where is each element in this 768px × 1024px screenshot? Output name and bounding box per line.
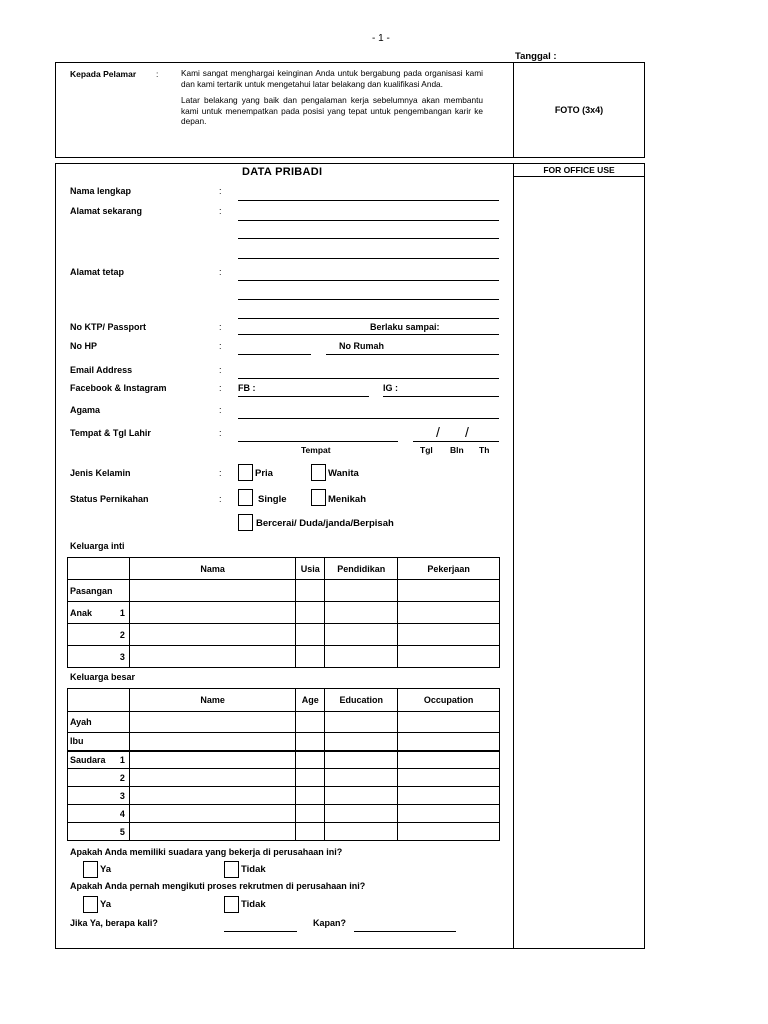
table-row xyxy=(68,805,500,823)
full-name-line[interactable] xyxy=(238,200,499,201)
row-number: 5 xyxy=(68,823,130,841)
core-header-education: Pendidikan xyxy=(325,558,398,580)
full-name-label: Nama lengkap xyxy=(70,186,132,196)
female-checkbox[interactable] xyxy=(311,464,326,481)
cell[interactable] xyxy=(129,805,295,823)
table-row xyxy=(68,646,500,668)
ext-header-name: Name xyxy=(129,689,295,712)
core-family-title: Keluarga inti xyxy=(70,541,125,551)
cell[interactable] xyxy=(296,646,325,668)
tgl-caption: Tgl xyxy=(420,445,433,455)
cell[interactable] xyxy=(398,602,500,624)
cell[interactable] xyxy=(398,769,500,787)
cell[interactable] xyxy=(296,805,325,823)
bln-caption: Bln xyxy=(450,445,464,455)
male-checkbox[interactable] xyxy=(238,464,253,481)
social-colon: : xyxy=(219,383,222,393)
cell[interactable] xyxy=(325,769,398,787)
divorced-label: Bercerai/ Duda/janda/Berpisah xyxy=(256,518,394,529)
birth-colon: : xyxy=(219,428,222,438)
cell[interactable] xyxy=(296,580,325,602)
social-label: Facebook & Instagram xyxy=(70,383,167,393)
ext-header-education: Education xyxy=(325,689,398,712)
birth-place-caption: Tempat xyxy=(301,445,331,455)
when-label: Kapan? xyxy=(313,918,347,928)
cell[interactable] xyxy=(296,624,325,646)
cell[interactable] xyxy=(129,751,295,769)
marital-colon: : xyxy=(219,494,222,504)
row-label-text: Saudara xyxy=(70,754,106,765)
divorced-checkbox[interactable] xyxy=(238,514,253,531)
religion-colon: : xyxy=(219,405,222,415)
intro-text xyxy=(181,68,483,133)
core-header-occupation: Pekerjaan xyxy=(398,558,500,580)
cell[interactable] xyxy=(296,602,325,624)
email-label: Email Address xyxy=(70,365,133,375)
email-colon: : xyxy=(219,365,222,375)
question-2: Apakah Anda pernah mengikuti proses rekrutmen di perusahaan ini? xyxy=(70,881,366,891)
ext-header-age: Age xyxy=(296,689,325,712)
row-number: 2 xyxy=(68,769,130,787)
cell[interactable] xyxy=(398,580,500,602)
cell[interactable] xyxy=(325,733,398,751)
photo-label: FOTO (3x4) xyxy=(554,105,604,115)
permanent-address-line-3[interactable] xyxy=(238,318,499,319)
single-checkbox[interactable] xyxy=(238,489,253,506)
how-many-label: Jika Ya, berapa kali? xyxy=(70,918,158,928)
birth-place-line[interactable] xyxy=(238,441,398,442)
cell[interactable] xyxy=(325,787,398,805)
cell[interactable] xyxy=(398,805,500,823)
home-phone-label: No Rumah xyxy=(339,341,384,351)
row-label: Pasangan xyxy=(68,580,130,602)
office-use-label: FOR OFFICE USE xyxy=(543,165,615,175)
cell[interactable] xyxy=(398,751,500,769)
to-applicant-label: Kepada Pelamar xyxy=(70,69,137,79)
q1-yes-label: Ya xyxy=(100,864,112,875)
cell[interactable] xyxy=(296,769,325,787)
permanent-address-line-1[interactable] xyxy=(238,280,499,281)
religion-line[interactable] xyxy=(238,418,499,419)
ktp-label: No KTP/ Passport xyxy=(70,322,147,332)
cell[interactable] xyxy=(129,733,295,751)
core-family-table xyxy=(67,557,500,668)
row-number: 4 xyxy=(68,805,130,823)
section-title: DATA PRIBADI xyxy=(242,166,323,178)
cell[interactable] xyxy=(129,602,295,624)
fb-line[interactable] xyxy=(238,396,369,397)
valid-until-label: Berlaku sampai: xyxy=(370,322,440,332)
ig-label: IG : xyxy=(383,383,398,393)
cell[interactable] xyxy=(325,646,398,668)
ig-line[interactable] xyxy=(383,396,499,397)
cell[interactable] xyxy=(398,787,500,805)
table-row xyxy=(68,823,500,841)
table-row xyxy=(68,602,500,624)
table-row xyxy=(68,580,500,602)
row-number: 1 xyxy=(119,607,125,618)
current-address-line-3[interactable] xyxy=(238,258,499,259)
ktp-colon: : xyxy=(219,322,222,332)
single-label: Single xyxy=(258,494,287,505)
core-header-name: Nama xyxy=(129,558,295,580)
cell[interactable] xyxy=(129,646,295,668)
hp-colon: : xyxy=(219,341,222,351)
how-many-line[interactable] xyxy=(224,931,297,932)
row-label-text: Anak xyxy=(70,607,93,618)
date-slash-2: / xyxy=(465,424,469,440)
hp-line[interactable] xyxy=(238,354,311,355)
cell[interactable] xyxy=(129,712,295,733)
cell[interactable] xyxy=(129,823,295,841)
row-number: 3 xyxy=(68,787,130,805)
cell[interactable] xyxy=(325,602,398,624)
cell[interactable] xyxy=(296,712,325,733)
row-number: 3 xyxy=(68,646,130,668)
to-applicant-colon: : xyxy=(156,69,159,79)
cell[interactable] xyxy=(129,769,295,787)
cell[interactable] xyxy=(398,823,500,841)
gender-label: Jenis Kelamin xyxy=(70,468,131,478)
row-number: 1 xyxy=(119,754,125,765)
cell[interactable] xyxy=(296,751,325,769)
extended-family-title: Keluarga besar xyxy=(70,672,136,682)
marital-label: Status Pernikahan xyxy=(70,494,149,504)
q1-no-label: Tidak xyxy=(241,864,266,875)
cell[interactable] xyxy=(398,733,500,751)
cell[interactable] xyxy=(325,580,398,602)
full-name-colon: : xyxy=(219,186,222,196)
when-line[interactable] xyxy=(354,931,456,932)
office-header-underline xyxy=(513,176,645,177)
cell[interactable] xyxy=(325,624,398,646)
cell[interactable] xyxy=(325,805,398,823)
birth-date-line[interactable] xyxy=(413,441,499,442)
birth-label: Tempat & Tgl Lahir xyxy=(70,428,151,438)
table-row xyxy=(68,751,500,769)
hp-label: No HP xyxy=(70,341,97,351)
q2-no-label: Tidak xyxy=(241,899,266,910)
core-header-age: Usia xyxy=(296,558,325,580)
q2-no-checkbox[interactable] xyxy=(224,896,239,913)
table-row xyxy=(68,624,500,646)
cell[interactable] xyxy=(325,823,398,841)
permanent-address-label: Alamat tetap xyxy=(70,267,125,277)
cell[interactable] xyxy=(325,712,398,733)
cell[interactable] xyxy=(398,646,500,668)
permanent-address-colon: : xyxy=(219,267,222,277)
ext-header-occupation: Occupation xyxy=(398,689,500,712)
core-family-corner xyxy=(68,558,130,580)
cell[interactable] xyxy=(398,624,500,646)
row-label xyxy=(68,602,130,624)
table-row xyxy=(68,712,500,733)
home-phone-line[interactable] xyxy=(326,354,499,355)
current-address-label: Alamat sekarang xyxy=(70,206,143,216)
date-label: Tanggal : xyxy=(515,51,557,62)
extended-family-table xyxy=(67,688,500,841)
gender-colon: : xyxy=(219,468,222,478)
office-column-divider xyxy=(513,163,514,949)
row-label: Ayah xyxy=(68,712,130,733)
cell[interactable] xyxy=(296,787,325,805)
married-checkbox[interactable] xyxy=(311,489,326,506)
current-address-line-2[interactable] xyxy=(238,238,499,239)
q2-yes-checkbox[interactable] xyxy=(83,896,98,913)
male-label: Pria xyxy=(255,468,273,479)
cell[interactable] xyxy=(398,712,500,733)
cell[interactable] xyxy=(129,624,295,646)
date-slash-1: / xyxy=(436,424,440,440)
q2-yes-label: Ya xyxy=(100,899,112,910)
table-row xyxy=(68,787,500,805)
th-caption: Th xyxy=(479,445,490,455)
row-label xyxy=(68,751,130,769)
married-label: Menikah xyxy=(328,494,367,505)
cell[interactable] xyxy=(296,733,325,751)
ktp-line[interactable] xyxy=(238,334,499,335)
intro-paragraph-1: Kami sangat menghargai keinginan Anda untuk bergabung pada organisasi kami dan kami tertarik untuk mengetahui latar belakang dan kualifikasi Anda. xyxy=(181,68,483,89)
extended-family-corner xyxy=(68,689,130,712)
cell[interactable] xyxy=(129,580,295,602)
female-label: Wanita xyxy=(328,468,359,479)
cell[interactable] xyxy=(129,787,295,805)
current-address-line-1[interactable] xyxy=(238,220,499,221)
email-line[interactable] xyxy=(238,378,499,379)
table-row xyxy=(68,733,500,751)
q1-no-checkbox[interactable] xyxy=(224,861,239,878)
fb-label: FB : xyxy=(238,383,256,393)
question-1: Apakah Anda memiliki suadara yang bekerja di perusahaan ini? xyxy=(70,847,343,857)
table-row xyxy=(68,769,500,787)
q1-yes-checkbox[interactable] xyxy=(83,861,98,878)
cell[interactable] xyxy=(296,823,325,841)
row-number: 2 xyxy=(68,624,130,646)
intro-paragraph-2: Latar belakang yang baik dan pengalaman kerja sebelumnya akan membantu kami untuk menempatkan pada posisi yang tepat untuk pengembangan karir ke depan. xyxy=(181,95,483,126)
row-label: Ibu xyxy=(68,733,130,751)
current-address-colon: : xyxy=(219,206,222,216)
religion-label: Agama xyxy=(70,405,101,415)
page-number: - 1 - xyxy=(372,33,390,44)
permanent-address-line-2[interactable] xyxy=(238,299,499,300)
cell[interactable] xyxy=(325,751,398,769)
